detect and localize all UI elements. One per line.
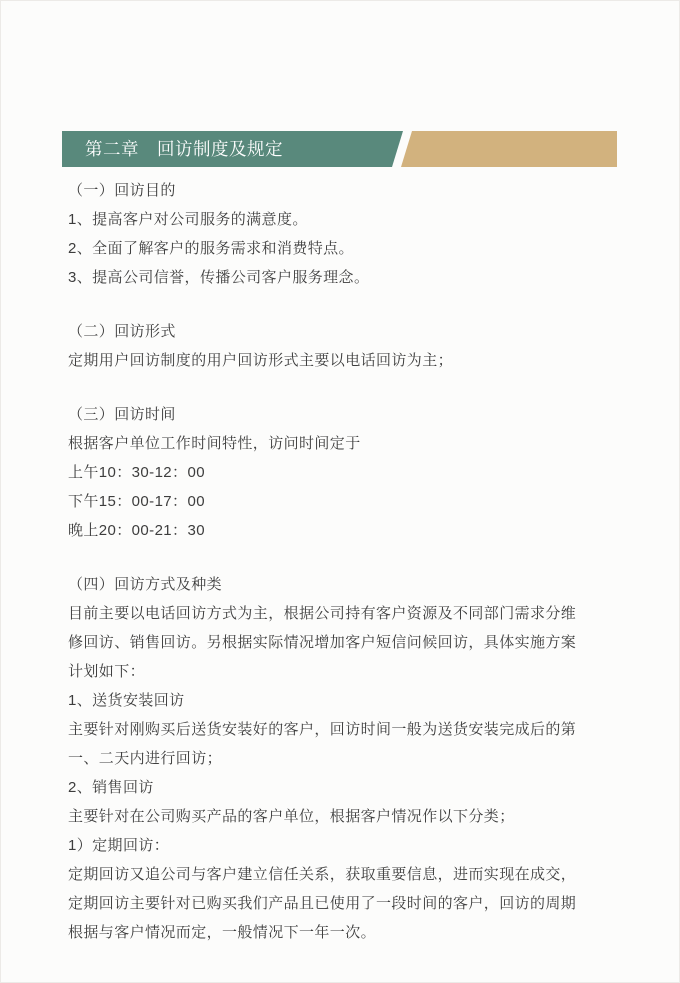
section-lines — [68, 205, 616, 292]
section-purpose — [68, 176, 616, 292]
text-line: 定期用户回访制度的用户回访形式主要以电话回访为主； — [68, 352, 454, 369]
text-line: 主要针对在公司购买产品的客户单位，根据客户情况作以下分类； — [68, 808, 515, 825]
text-line: 修回访、销售回访。另根据实际情况增加客户短信问候回访，具体实施方案 — [68, 634, 577, 651]
text-line: 2、全面了解客户的服务需求和消费特点。 — [68, 240, 354, 257]
text-line: 晚上20：00-21：30 — [68, 522, 205, 539]
text-line: 2、销售回访 — [68, 779, 154, 796]
text-line: 上午10：30-12：00 — [68, 464, 205, 481]
chapter-banner — [62, 131, 617, 167]
text-line: 定期回访主要针对已购买我们产品且已使用了一段时间的客户，回访的周期 — [68, 895, 577, 912]
text-line: 根据客户单位工作时间特性，访问时间定于 — [68, 435, 361, 452]
section-heading: （一）回访目的 — [68, 182, 176, 199]
text-line: 根据与客户情况而定，一般情况下一年一次。 — [68, 924, 377, 941]
text-line: 主要针对刚购买后送货安装好的客户，回访时间一般为送货安装完成后的第 — [68, 721, 577, 738]
text-line: 3、提高公司信誉，传播公司客户服务理念。 — [68, 269, 370, 286]
chapter-title: 第二章 回访制度及规定 — [85, 139, 283, 159]
text-line: 计划如下： — [68, 663, 146, 680]
document-body — [68, 176, 616, 947]
banner-tan-block — [401, 131, 617, 167]
text-line: 1）定期回访： — [68, 837, 170, 854]
section-heading: （三）回访时间 — [68, 406, 176, 423]
section-lines — [68, 346, 616, 375]
text-line: 定期回访又追公司与客户建立信任关系，获取重要信息，进而实现在成交， — [68, 866, 577, 883]
section-lines — [68, 429, 616, 545]
section-lines — [68, 599, 616, 947]
text-line: 1、送货安装回访 — [68, 692, 185, 709]
text-line: 下午15：00-17：00 — [68, 493, 205, 510]
section-heading: （二）回访形式 — [68, 323, 176, 340]
section-heading: （四）回访方式及种类 — [68, 576, 223, 593]
text-line: 目前主要以电话回访方式为主，根据公司持有客户资源及不同部门需求分维 — [68, 605, 577, 622]
section-form — [68, 317, 616, 375]
section-time — [68, 400, 616, 545]
section-methods — [68, 570, 616, 947]
text-line: 1、提高客户对公司服务的满意度。 — [68, 211, 308, 228]
text-line: 一、二天内进行回访； — [68, 750, 223, 767]
